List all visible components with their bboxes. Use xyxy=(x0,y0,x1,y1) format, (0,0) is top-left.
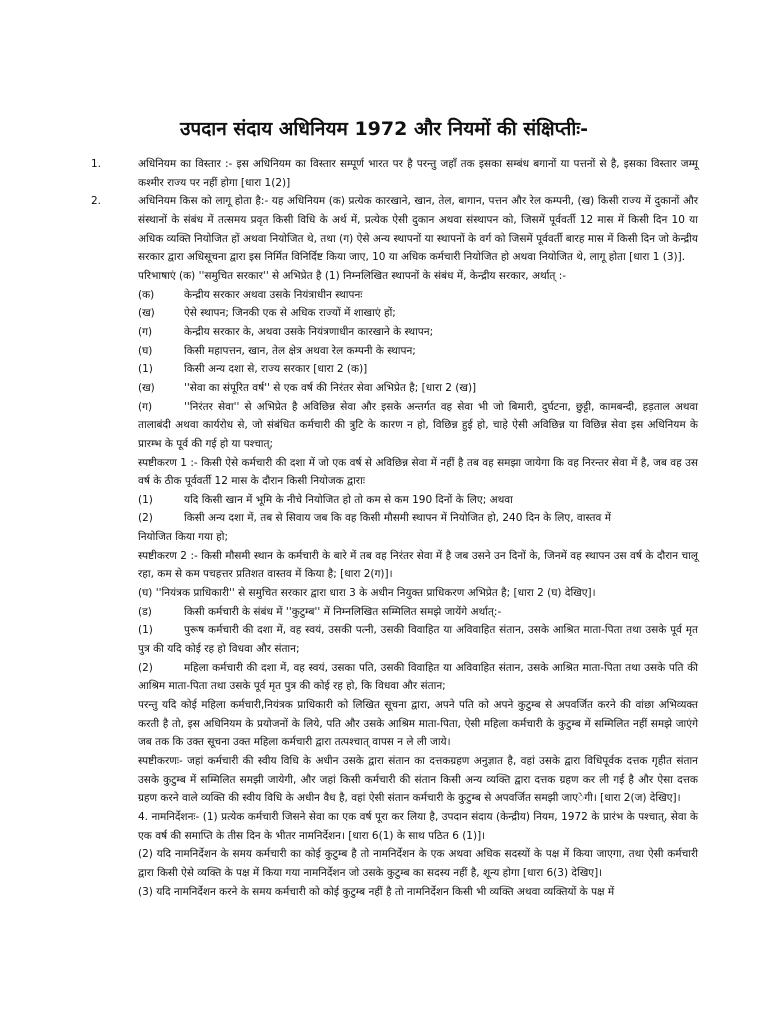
family-item-male xyxy=(138,621,698,658)
item-label: (1) xyxy=(138,363,153,376)
item-text-continuation: उसके पूर्व मृत पुत्र की यदि कोई रह हो विधवा और संतान; xyxy=(138,624,698,656)
item-text: किसी अन्य दशा से, राज्य सरकार [धारा 2 (क)] xyxy=(184,363,368,376)
item-text: महिला कर्मचारी की दशा में, वह स्वयं, उसका पति, उसकी विवाहित या अविवाहित संतान, उसके आश्रित माता-पिता तथा xyxy=(184,661,641,674)
list-item xyxy=(138,323,698,342)
nomination-paragraph: 4. नामनिर्देशनः- (1) प्रत्येक कर्मचारी जिसने सेवा का एक वर्ष पूरा कर लिया है, उपदान संदाय (केन्द्रीय) नियम, 1972 के प्रारंभ के पश्चात्, सेवा के एक वर्ष की समाप्ति के तीस दिन के भीतर नामनिर्देशन। [धारा 6(1) के साथ पठित 6 (1)]। xyxy=(138,810,698,842)
nomination-paragraph: (3) यदि नामनिर्देशन करने के समय कर्मचारी को कोई कुटुम्ब नहीं है तो नामनिर्देशन किसी भी व्यक्ति अथवा व्यक्तियों के पक्ष में xyxy=(138,885,615,898)
item-label: (2) xyxy=(138,661,153,674)
proviso-paragraph: परन्तु यदि कोई महिला कर्मचारी,नियंत्रक प्राधिकारी को लिखित सूचना द्वारा, अपने पति को अपने कुटुम्ब से अपवर्जित करने की वांछा अभिव्यक्त करती है तो, इस अधिनियम के प्रयोजनों के लिये, पति और उसके आश्रिम माता-पिता, ऐसी महिला कर्मचारी के कुटुम्ब में सम्मिलित नहीं समझे जाएंगे जब तक कि उक्त सूचना उक्त महिला कर्मचारी द्वारा तत्पश्चात् वापस न ले ली जाये। xyxy=(138,699,698,749)
explanation-1: स्पष्टीकरण 1 :- किसी ऐसे कर्मचारी की दशा में जो एक वर्ष से अविछिन्न सेवा में नहीं है तब वह समझा जायेगा कि वह निरन्तर सेवा में है, जब वह उस वर्ष के ठीक पूर्ववर्ती 12 मास के दौरान किसी नियोजक द्वाराः xyxy=(138,456,698,488)
item-text-continuation: हड़ताल अथवा तालाबंदी अथवा कार्यरोध से, जो संबंधित कर्मचारी की त्रुटि के कारण न हो, विछिन्न हुई हो, चाहे ऐसी अविछिन्न या विछिन्न सेवा इस अधिनियम के प्रारम्भ के पूर्व की गई हो या पश्चात्; xyxy=(138,400,698,450)
list-item xyxy=(138,491,698,510)
item-label: (ख) xyxy=(138,307,155,320)
item-text-continuation: उसके पति की आश्रिम माता-पिता तथा उसके पूर्व मृत पुत्र की कोई रह हो, कि विधवा और संतान; xyxy=(138,661,698,693)
list-item xyxy=(138,379,698,398)
item-text: ''सेवा का संपूरित वर्ष'' से एक वर्ष की निरंतर सेवा अभिप्रेत है; [धारा 2 (ख)] xyxy=(184,381,477,394)
item-label: (ग) xyxy=(138,400,153,413)
item-label: (क) xyxy=(138,288,155,301)
section-text: अधिनियम का विस्तार :- इस अधिनियम का विस्तार सम्पूर्ण भारत पर है परन्तु जहाँ तक इसका सम्बंध बगानों या पत्तनों से है, इसका विस्तार जम्मू कश्मीर राज्य पर नहीं होगा [धारा 1(2)] xyxy=(138,158,698,189)
item-text: ''निरंतर सेवा'' से अभिप्रेत है अविछिन्न सेवा और इसके अन्तर्गत वह सेवा भी जो बिमारी, दुर्घटना, छुट्टी, कामबन्दी, xyxy=(184,400,638,413)
item-label: (1) xyxy=(138,493,153,506)
item-text: किसी कर्मचारी के संबंध में ''कुटुम्ब'' में निम्नलिखित सम्मिलित समझे जायेंगे अर्थात्:- xyxy=(184,605,502,618)
section-number: 2. xyxy=(91,195,102,208)
item-text: किसी महापत्तन, खान, तेल क्षेत्र अथवा रेल कम्पनी के स्थापन; xyxy=(184,344,416,357)
list-item xyxy=(138,509,698,528)
document-body xyxy=(0,155,768,901)
document-title: उपदान संदाय अधिनियम 1972 और नियमों की संक्षिप्तीः- xyxy=(180,118,588,140)
explanation-1-tail: नियोजित किया गया हो; xyxy=(138,531,229,544)
list-item xyxy=(138,360,698,379)
item-text: ऐसे स्थापन; जिनकी एक से अधिक राज्यों में शाखाएं हों; xyxy=(184,307,396,320)
nomination-paragraph: (2) यदि नामनिर्देशन के समय कर्मचारी का कोई कुटुम्ब है तो नामनिर्देशन के एक अथवा अधिक सदस्यों के पक्ष में किया जाएगा, तथा ऐसी कर्मचारी द्वारा किसी ऐसे व्यक्ति के पक्ष में किया गया नामनिर्देशन जो उसके कुटुम्ब का सदस्य नहीं है, शून्य होगा [धारा 6(3) देखिए]। xyxy=(138,848,698,879)
item-label: (घ) xyxy=(138,344,153,357)
item-text: केन्द्रीय सरकार अथवा उसके नियंत्राधीन स्थापनः xyxy=(184,288,363,301)
continuous-service-definition xyxy=(138,398,698,454)
item-label: (1) xyxy=(138,624,153,637)
item-label: (ग) xyxy=(138,325,153,338)
item-text: केन्द्रीय सरकार के, अथवा उसके नियंत्रणाधीन कारखाने के स्थापन; xyxy=(184,325,434,338)
list-item xyxy=(138,342,698,361)
family-definition xyxy=(138,603,698,622)
section-number: 1. xyxy=(91,158,102,170)
item-label: (ख) xyxy=(138,381,155,394)
item-text: किसी अन्य दशा में, तब से सिवाय जब कि वह किसी मौसमी स्थापन में नियोजित हो, 240 दिन के लिए, वास्तव में xyxy=(184,512,611,525)
section-1 xyxy=(0,155,768,192)
list-item xyxy=(138,286,698,305)
explanation-2: स्पष्टीकरण 2 :- किसी मौसमी स्थान के कर्मचारी के बारे में तब वह निरंतर सेवा में है जब उसने उन दिनों के, जिनमें वह स्थापन उस वर्ष के दौरान चालू रहा, कम से कम पचहत्तर प्रतिशत वास्तव में किया है; [धारा 2(ग)]। xyxy=(138,549,698,581)
item-label: (ड) xyxy=(138,605,152,618)
item-label: (2) xyxy=(138,512,153,525)
definitions-intro: परिभाषाएं (क) ''समुचित सरकार'' से अभिप्रेत है (1) निम्नलिखित स्थापनों के संबंध में, केन्द्रीय सरकार, अर्थात् :- xyxy=(138,269,567,282)
adoption-explanation: स्पष्टीकरणः- जहां कर्मचारी की स्वीय विधि के अधीन उसके द्वारा संतान का दत्तकग्रहण अनुज्ञात है, वहां उसके द्वारा विधिपूर्वक दत्तक गृहीत संतान उसके कुटुम्ब में सम्मिलित समझी जायेगी, और जहां किसी कर्मचारी की संतान किसी अन्य व्यक्ति द्वारा दत्तक ग्रहण कर ली गई है और ऐसा दत्तक ग्रहण करने वाले व्यक्ति की स्वीय विधि के अधीन वैध है, वहां ऐसी संतान कर्मचारी के कुटुम्ब से अपवर्जित समझी जाएेगी। [धारा 2(ज) देखिए]। xyxy=(138,755,698,805)
list-item xyxy=(138,304,698,323)
controlling-authority-definition: (घ) ''नियंत्रक प्राधिकारी'' से समुचित सरकार द्वारा धारा 3 के अधीन नियुक्त प्राधिकरण अभिप्रेत है; [धारा 2 (घ) देखिए]। xyxy=(138,587,596,600)
section-2 xyxy=(0,192,768,267)
item-text: यदि किसी खान में भूमि के नीचे नियोजित हो तो कम से कम 190 दिनों के लिए; अथवा xyxy=(184,493,513,506)
family-item-female xyxy=(138,659,698,696)
item-text: पुरूष कर्मचारी की दशा में, वह स्वयं, उसकी पत्नी, उसकी विवाहित या अविवाहित संतान, उसके आश्रित माता-पिता तथा xyxy=(184,624,642,637)
section-text: अधिनियम किस को लागू होता है:- यह अधिनियम (क) प्रत्येक कारखाने, खान, तेल, बागान, पत्तन और रेल कम्पनी, (ख) किसी राज्य में दुकानों और संस्थानों के संबंध में तत्समय प्रवृत किसी विधि के अर्थ में, प्रत्येक ऐसी दुकान अथवा संस्थापन को, जिसमें पूर्ववर्ती 12 मास में किसी दिन 10 या अधिक व्यक्ति नियोजित हों अथवा नियोजित थे, तथा (ग) ऐसे अन्य स्थापनों या स्थापनों के वर्ग को जिसमें पूर्ववर्ती बारह मास में किसी दिन जो केन्द्रीय सरकार द्वारा अधिसूचना द्वारा इस निर्मित विनिर्दिष्ट किया जाए, 10 या अधिक कर्मचारी नियोजित हो अथवा नियोजित थे, लागू होता [धारा 1 (3)]. xyxy=(138,195,698,264)
